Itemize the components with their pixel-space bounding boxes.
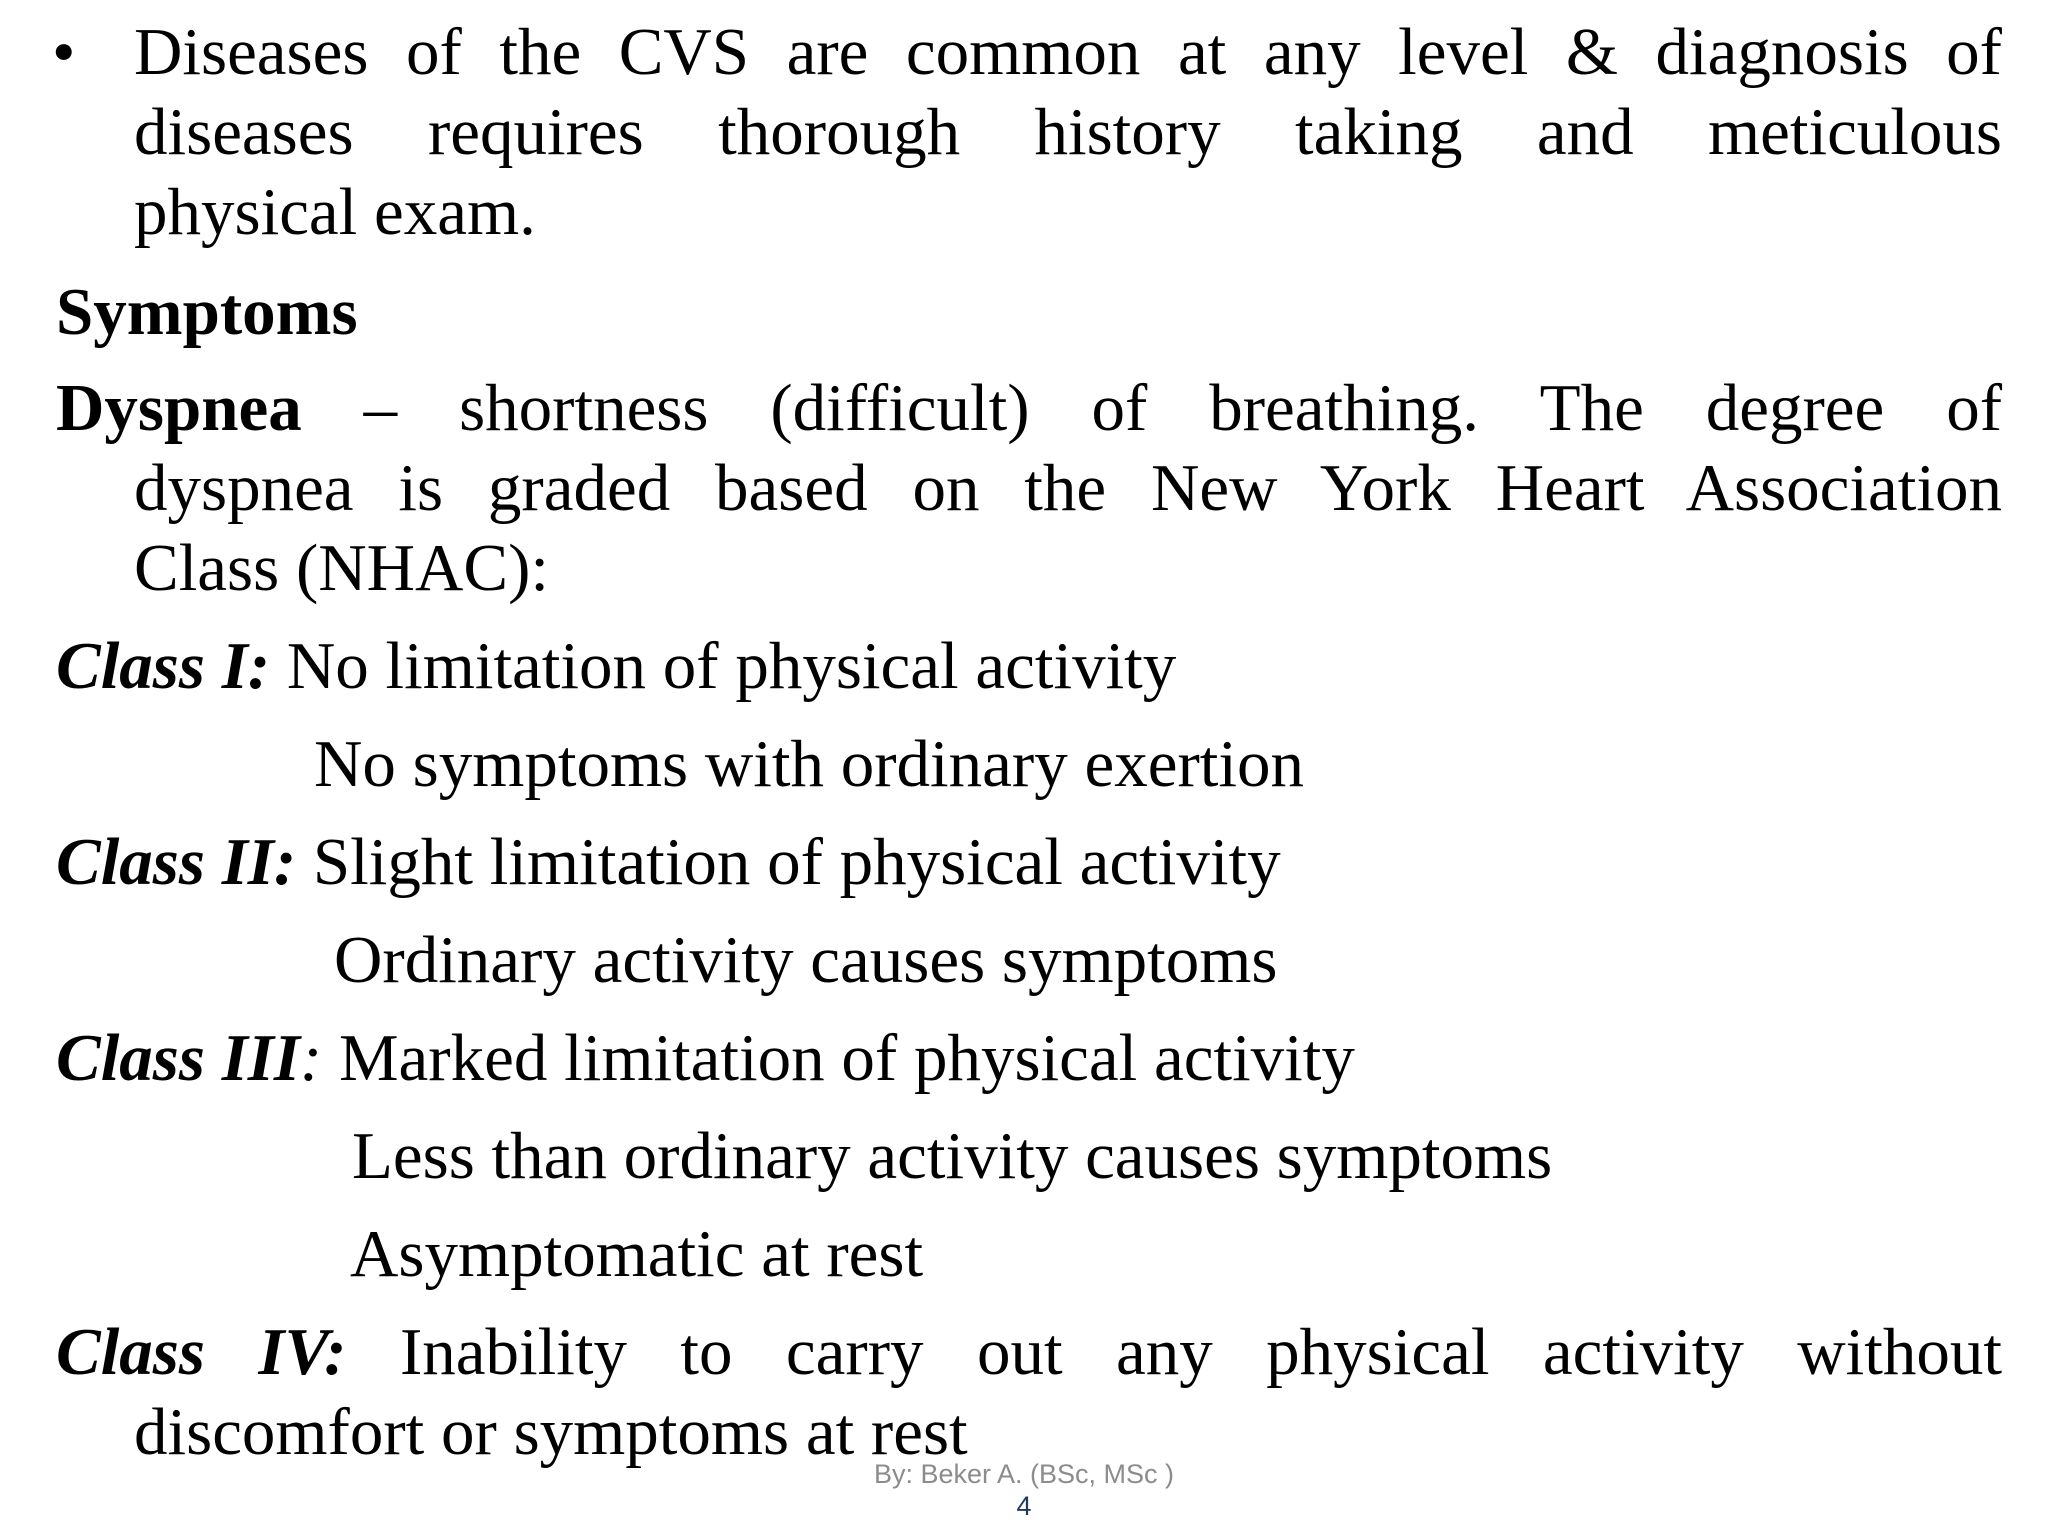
class-3-description: Marked limitation of physical activity xyxy=(338,1021,1355,1095)
intro-line-1: Diseases of the CVS are common at any level & diagnosis of xyxy=(134,15,2002,89)
class-4-line-1 xyxy=(56,1312,2002,1392)
class-1-line-2: No symptoms with ordinary exertion xyxy=(314,727,1304,801)
dyspnea-term: Dyspnea xyxy=(56,371,302,445)
page-number: 4 xyxy=(1016,1491,1032,1521)
class-3-label: Class III xyxy=(56,1021,300,1095)
dyspnea-line-1 xyxy=(56,368,2002,448)
dyspnea-definition: – shortness (difficult) of breathing. The degree of xyxy=(363,371,2002,445)
class-3-label-colon: : xyxy=(299,1021,323,1095)
class-2-line-2: Ordinary activity causes symptoms xyxy=(334,923,1278,997)
class-1-description: No limitation of physical activity xyxy=(286,629,1177,703)
dyspnea-line-3: Class (NHAC): xyxy=(134,531,550,605)
class-2-line-1 xyxy=(56,822,1281,902)
class-3-line-3: Asymptomatic at rest xyxy=(350,1217,924,1291)
symptoms-heading: Symptoms xyxy=(56,275,358,349)
class-3-line-2: Less than ordinary activity causes symptoms xyxy=(352,1119,1553,1193)
class-4-label: Class IV: xyxy=(56,1315,347,1389)
class-1-label: Class I: xyxy=(56,629,271,703)
class-3-line-1 xyxy=(56,1018,1355,1098)
bullet-icon: • xyxy=(52,15,76,89)
class-4-line-2: discomfort or symptoms at rest xyxy=(134,1395,968,1469)
class-2-description: Slight limitation of physical activity xyxy=(312,825,1281,899)
dyspnea-line-2: dyspnea is graded based on the New York Heart Association xyxy=(134,451,2002,525)
class-2-label: Class II: xyxy=(56,825,297,899)
class-4-description: Inability to carry out any physical activity without xyxy=(399,1315,2002,1389)
footer-credit: By: Beker A. (BSc, MSc ) xyxy=(873,1459,1175,1489)
intro-line-2: diseases requires thorough history taking and meticulous xyxy=(134,95,2002,169)
class-1-line-1 xyxy=(56,626,1176,706)
intro-line-3: physical exam. xyxy=(134,175,536,249)
